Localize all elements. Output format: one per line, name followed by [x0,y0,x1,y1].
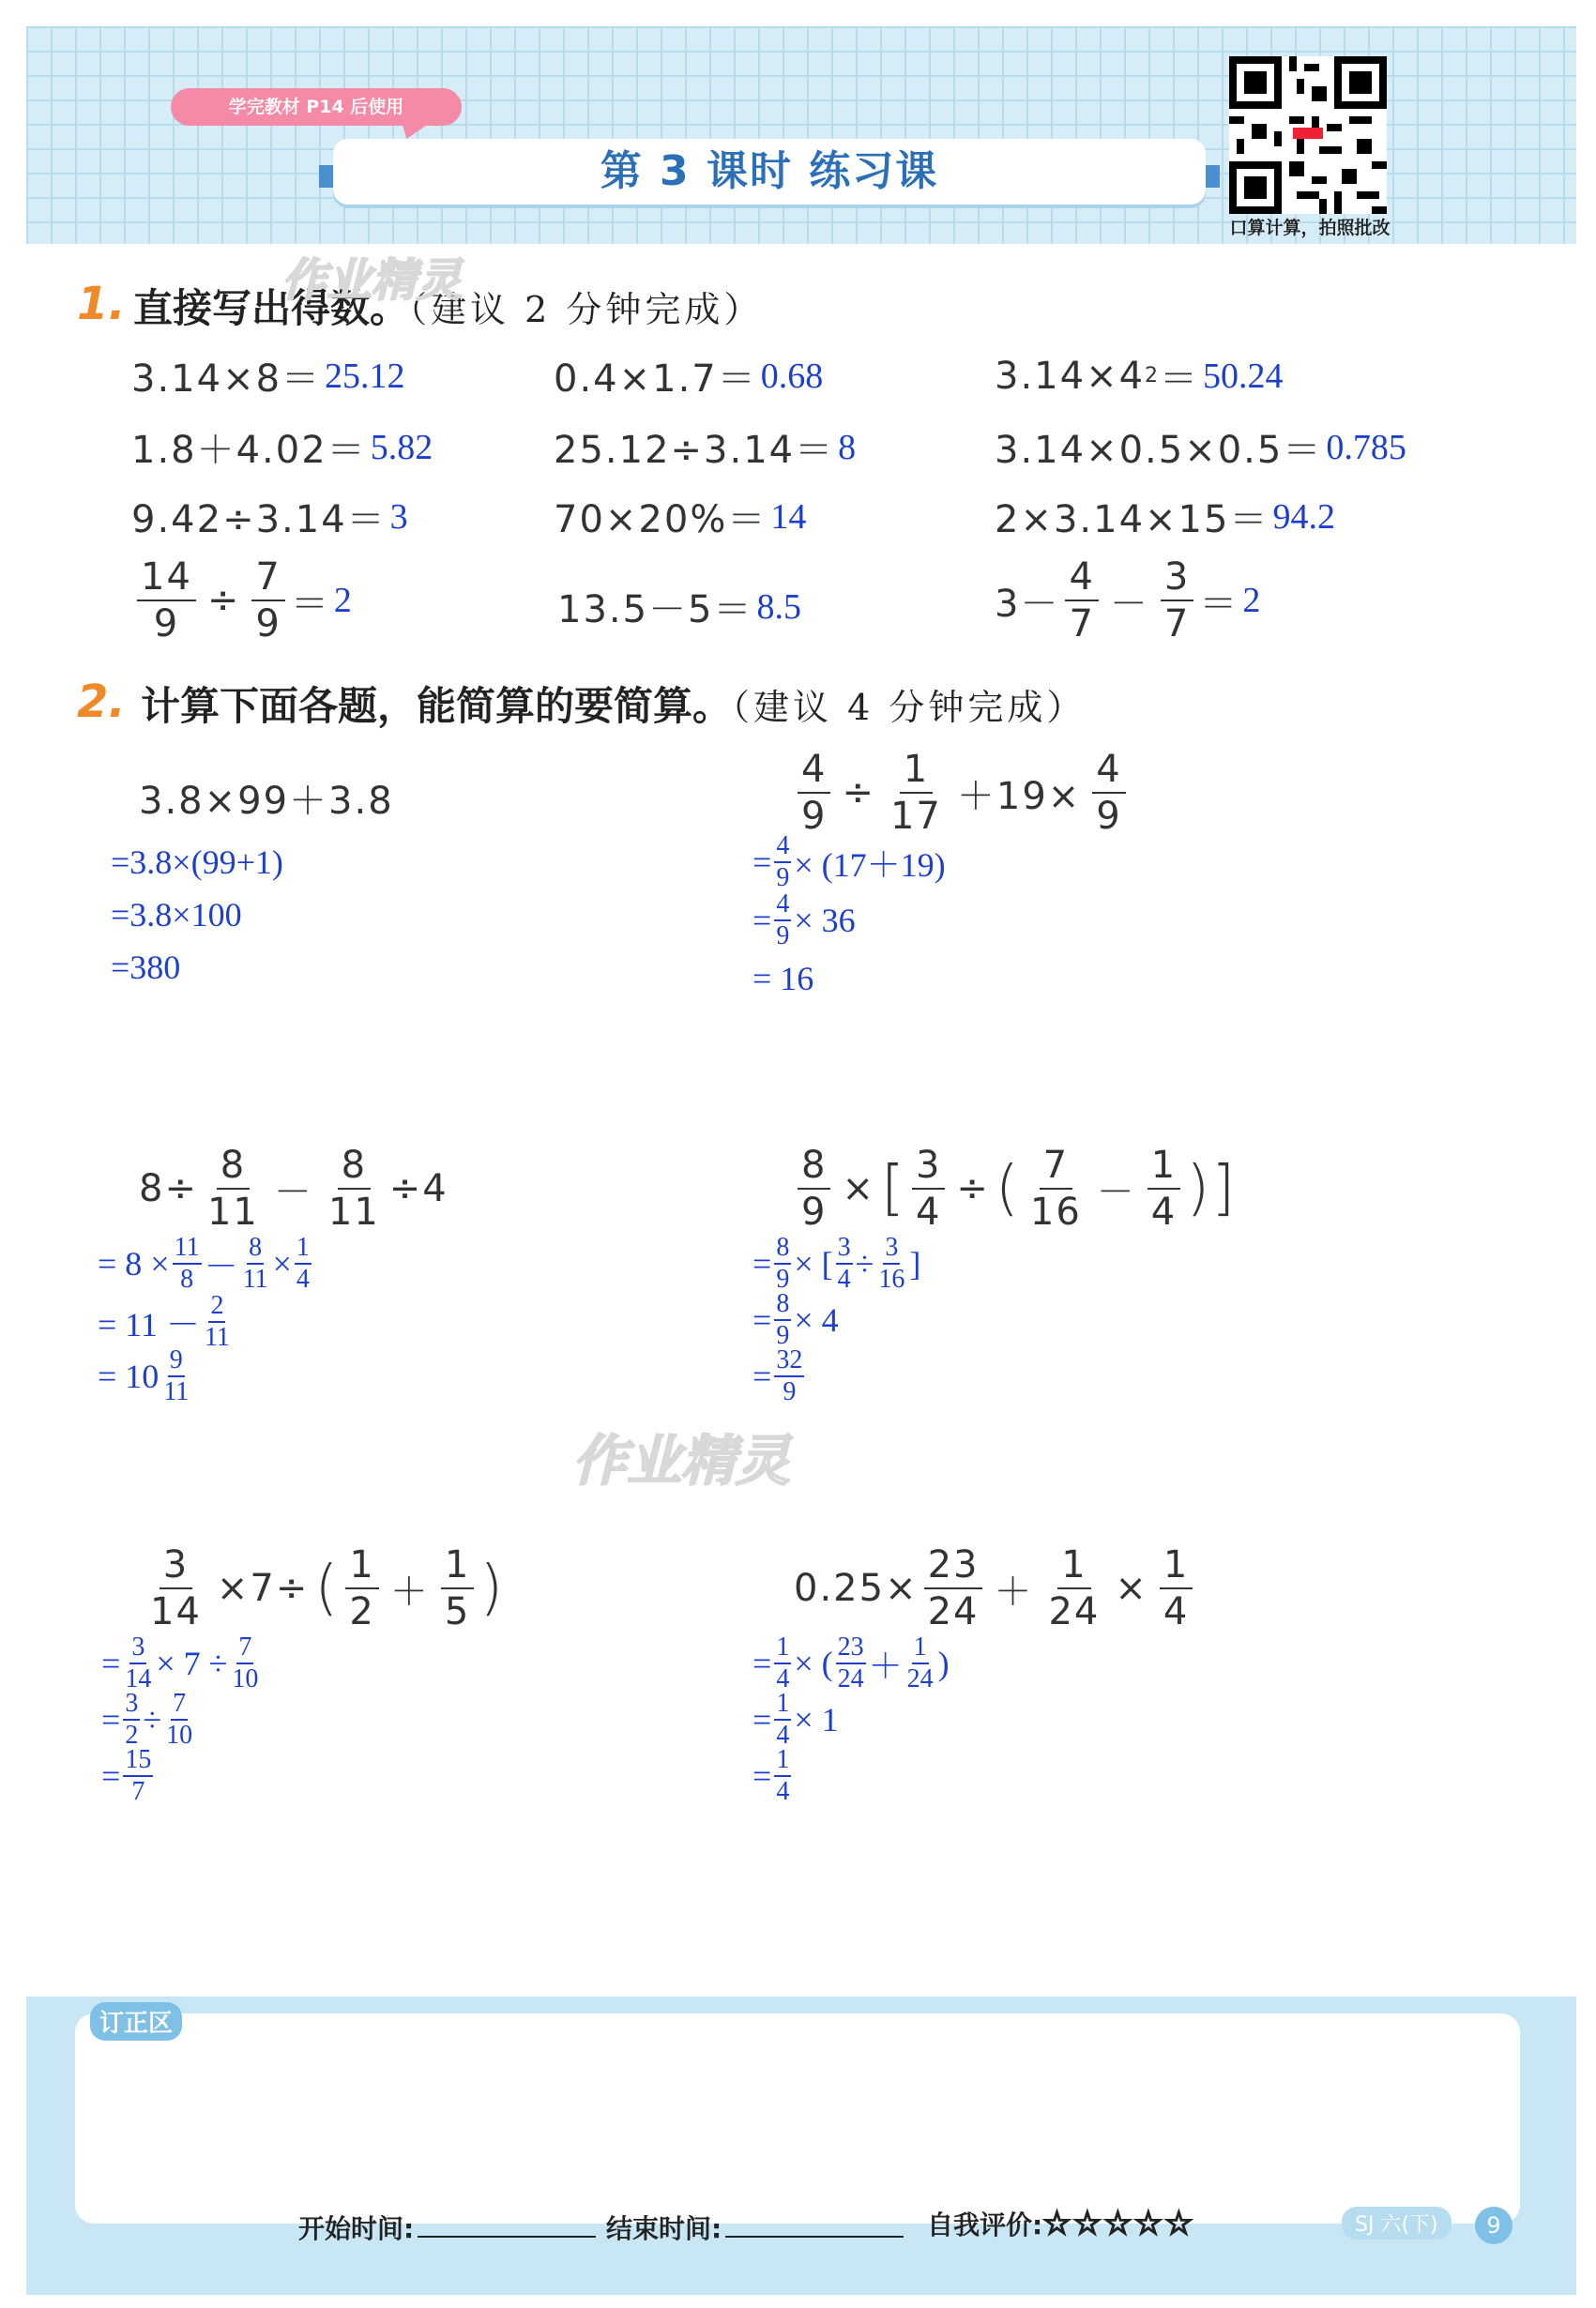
question-2-text: 计算下面各题，能简算的要简算。（建议 4 分钟完成） [141,683,1087,729]
answer: 25.12 [325,356,405,396]
lesson-title: 第 3 课时 练习课 [600,147,939,195]
q2-p5-step-1: = $\frac{3}{14}$ × 7 ÷ $\frac{7}{10}$ [101,1632,259,1693]
q1-item-11: 13.5－5＝ 8.5 [557,586,802,631]
q1-item-4: 1.8＋4.02＝ 5.82 [131,427,433,472]
answer: 3 [389,496,408,537]
answer: 5.82 [370,427,433,467]
q1-item-1: 3.14×8＝ 25.12 [131,356,405,401]
q2-problem-2: $\frac{4}{9}$ ÷ $\frac{1}{17}$ ＋19× $\frac{4}{9}$ [792,751,1132,835]
qr-caption: 口算计算，拍照批改 [1229,218,1391,238]
q2-p4-step-3: = $\frac{32}{9}$ [752,1345,803,1406]
q2-problem-3: 8÷ $\frac{8}{11}$ － $\frac{8}{11}$ ÷4 [139,1144,448,1234]
q2-p3-step-1: = 8 × $\frac{11}{8}$ － $\frac{8}{11}$ × $\frac{1}{4}$ [98,1233,310,1294]
q2-p2-step-2: = $\frac{4}{9}$ × 36 [752,889,856,950]
q1-item-5: 25.12÷3.14＝ 8 [554,427,857,472]
self-evaluation: 自我评价:☆☆☆☆☆ [927,2205,1195,2242]
answer: 0.785 [1326,427,1406,467]
correction-box[interactable] [75,2013,1520,2224]
correction-label: 订正区 [90,2002,182,2041]
q2-p4-step-2: = $\frac{8}{9}$ × 4 [752,1289,839,1350]
rating-stars-icon[interactable]: ☆☆☆☆☆ [1042,2205,1195,2242]
q2-problem-1: 3.8×99＋3.8 [139,780,394,823]
q2-p1-step-2: =3.8×100 [111,896,242,934]
q2-p6-step-3: = $\frac{1}{4}$ [752,1745,790,1806]
watermark-middle: 作业精灵 [572,1429,791,1493]
q1-item-2: 0.4×1.7＝ 0.68 [554,356,824,401]
q2-p1-step-1: =3.8×(99+1) [111,843,283,881]
end-time-field[interactable]: 结束时间: [606,2209,904,2246]
edition-label: SJ 六(下) [1342,2207,1452,2240]
q1-item-8: 70×20%＝ 14 [554,496,807,541]
q2-p1-step-3: =380 [111,949,181,986]
q1-item-10: $\frac{14}{9}$ ÷ $\frac{7}{9}$ ＝ 2 [131,558,352,643]
q2-p6-step-2: = $\frac{1}{4}$ × 1 [752,1689,839,1750]
q2-p3-step-3: = 10 $\frac{9}{11}$ [98,1345,190,1406]
q2-p3-step-2: = 11 － $\frac{2}{11}$ [98,1291,230,1352]
answer: 0.68 [760,356,824,396]
answer: 14 [770,496,807,537]
q2-problem-6: 0.25× $\frac{23}{24}$ ＋ $\frac{1}{24}$ × $\frac{1}{4}$ [794,1546,1198,1631]
answer: 2 [1242,581,1261,620]
q2-p2-step-3: = 16 [752,960,814,997]
q1-item-3: 3.14×4 2 ＝ 50.24 [995,354,1284,401]
q1-item-6: 3.14×0.5×0.5＝ 0.785 [995,427,1406,472]
qr-code-icon[interactable] [1229,56,1387,214]
start-time-field[interactable]: 开始时间: [298,2209,596,2246]
question-1-text: 直接写出得数。（建议 2 分钟完成） [133,285,764,331]
watermark-top: 作业精灵 [281,254,463,307]
answer: 94.2 [1272,496,1335,537]
q2-p6-step-1: = $\frac{1}{4}$ × ( $\frac{23}{24}$ ＋ $\frac{1}{24}$ ) [752,1632,950,1693]
q1-item-9: 2×3.14×15＝ 94.2 [995,496,1335,541]
q2-problem-5: $\frac{3}{14}$ ×7÷ ( $\frac{1}{2}$ ＋ $\frac{1}{5}$ ) [150,1543,506,1633]
q2-p5-step-3: = $\frac{15}{7}$ [101,1745,152,1806]
q1-item-7: 9.42÷3.14＝ 3 [131,496,408,541]
q1-item-12: 3－ $\frac{4}{7}$ － $\frac{3}{7}$ ＝ 2 [995,555,1261,645]
q2-p4-step-1: = $\frac{8}{9}$ × [ $\frac{3}{4}$ ÷ $\frac{3}{16}$ ] [752,1233,921,1294]
answer: 8.5 [756,586,802,627]
q2-p2-step-1: = $\frac{4}{9}$ × (17＋19) [752,831,946,892]
question-2-number: 2. [77,676,126,728]
q2-p5-step-2: = $\frac{3}{2}$ ÷ $\frac{7}{10}$ [101,1689,193,1750]
answer: 8 [838,427,857,467]
page-number: 9 [1475,2207,1512,2244]
answer: 50.24 [1203,356,1284,396]
usage-tag: 学完教材 P14 后使用 [171,88,462,126]
answer: 2 [333,581,352,620]
question-1-number: 1. [77,278,126,330]
q2-problem-4: $\frac{8}{9}$ × [ $\frac{3}{4}$ ÷ ( $\frac{7}{16}$ － $\frac{1}{4}$ ) ] [792,1146,1237,1231]
